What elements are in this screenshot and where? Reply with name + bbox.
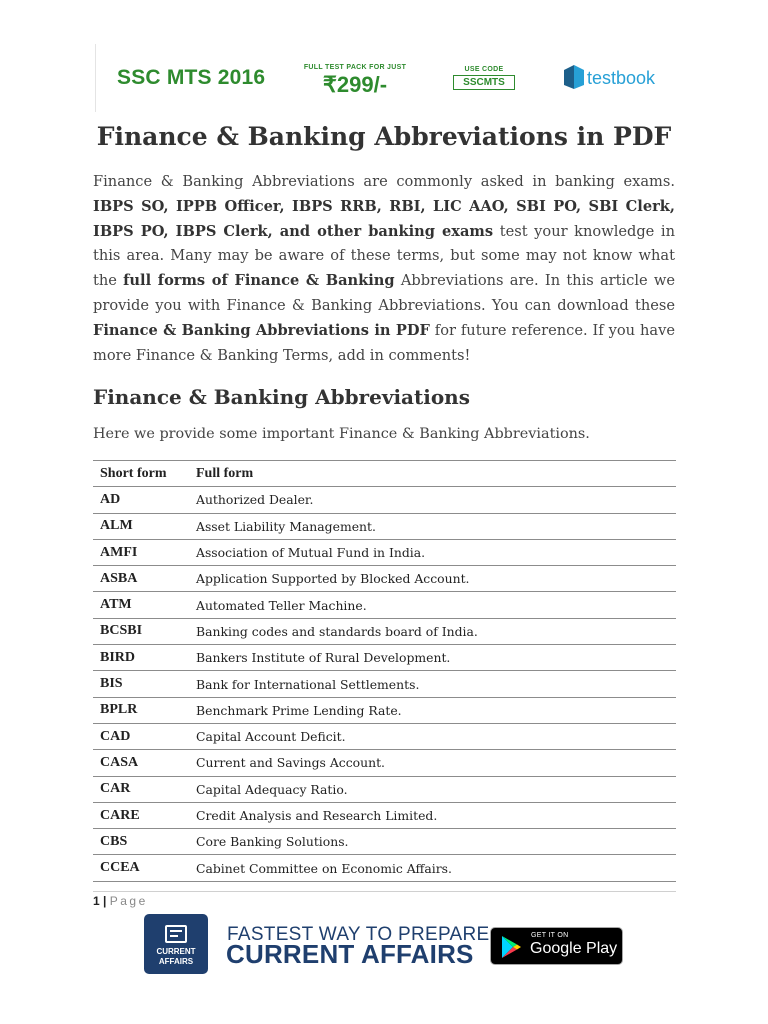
short-form-cell: ATM (93, 592, 189, 618)
banner-edge (95, 44, 96, 112)
current-affairs-app-icon (144, 914, 208, 974)
full-form-cell: Authorized Dealer. (189, 487, 676, 513)
short-form-cell: BIS (93, 671, 189, 697)
short-form-cell: CARE (93, 802, 189, 828)
full-form-cell: Capital Account Deficit. (189, 723, 676, 749)
section-heading: Finance & Banking Abbreviations (93, 385, 470, 409)
abbreviations-table (93, 460, 676, 882)
exam-name: SSC MTS 2016 (117, 66, 266, 89)
page-footer (93, 894, 148, 908)
page-number: 1 (93, 894, 100, 908)
full-form-cell: Asset Liability Management. (189, 513, 676, 539)
table-row (93, 776, 676, 802)
intro-bold-3: Finance & Banking Abbreviations in PDF (93, 321, 430, 339)
top-ad-banner[interactable] (95, 44, 678, 112)
full-form-cell: Cabinet Committee on Economic Affairs. (189, 855, 676, 881)
promo-code-label: USE CODE (464, 66, 504, 73)
table-row (93, 750, 676, 776)
google-play-icon (500, 935, 522, 959)
full-form-cell: Application Supported by Blocked Account. (189, 566, 676, 592)
bottom-ad-banner[interactable] (92, 910, 676, 978)
full-form-cell: Current and Savings Account. (189, 750, 676, 776)
banner-tagline: FASTEST WAY TO PREPARE (227, 924, 490, 945)
section-intro: Here we provide some important Finance & Banking Abbreviations. (93, 426, 590, 442)
promo-code-block (453, 66, 515, 90)
full-form-cell: Bank for International Settlements. (189, 671, 676, 697)
app-icon-line-2: AFFAIRS (158, 957, 194, 966)
intro-text-3: Abbreviations are. In this article we provide you with Finance & Banking Abbreviations. You can download these (93, 272, 676, 314)
table-row (93, 829, 676, 855)
page-separator: | (99, 894, 110, 908)
banner-headline: CURRENT AFFAIRS (226, 939, 474, 969)
short-form-cell: CAR (93, 776, 189, 802)
offer-label: FULL TEST PACK FOR JUST (303, 64, 407, 71)
table-header-row (93, 461, 676, 487)
table-row (93, 566, 676, 592)
intro-bold-1: IBPS SO, IPPB Officer, IBPS RRB, RBI, LIC AAO, SBI PO, SBI Clerk, IBPS PO, IBPS Clerk, and other banking exams (93, 197, 675, 240)
table-row (93, 513, 676, 539)
full-form-cell: Core Banking Solutions. (189, 829, 676, 855)
table-row (93, 645, 676, 671)
short-form-cell: ASBA (93, 566, 189, 592)
table-row (93, 487, 676, 513)
table-row (93, 539, 676, 565)
promo-code: SSCMTS (453, 75, 515, 90)
table-row (93, 697, 676, 723)
store-small-label: GET IT ON (531, 932, 569, 939)
short-form-cell: CBS (93, 829, 189, 855)
intro-text-4: for future reference. If you have more Finance & Banking Terms, add in comments! (93, 321, 675, 364)
brand-name: testbook (587, 68, 656, 88)
intro-text-2: test your knowledge in this area. Many may be aware of these terms, but some may not know what the (93, 222, 675, 290)
full-form-cell: Capital Adequacy Ratio. (189, 776, 676, 802)
short-form-cell: AMFI (93, 539, 189, 565)
intro-text-1: Finance & Banking Abbreviations are commonly asked in banking exams. (93, 173, 675, 190)
document-icon (165, 925, 187, 943)
short-form-cell: BCSBI (93, 618, 189, 644)
table-row (93, 802, 676, 828)
full-form-cell: Credit Analysis and Research Limited. (189, 802, 676, 828)
full-form-cell: Association of Mutual Fund in India. (189, 539, 676, 565)
full-form-cell: Banking codes and standards board of India. (189, 618, 676, 644)
testbook-logo-icon (562, 64, 586, 90)
short-form-cell: CASA (93, 750, 189, 776)
app-icon-line-1: CURRENT (156, 947, 196, 956)
table-row (93, 671, 676, 697)
footer-divider (93, 891, 676, 892)
table-row (93, 618, 676, 644)
short-form-cell: BPLR (93, 697, 189, 723)
table-row (93, 855, 676, 881)
column-header-full: Full form (189, 461, 676, 487)
short-form-cell: BIRD (93, 645, 189, 671)
full-form-cell: Benchmark Prime Lending Rate. (189, 697, 676, 723)
short-form-cell: CAD (93, 723, 189, 749)
store-name: Google Play (530, 940, 618, 957)
full-form-cell: Bankers Institute of Rural Development. (189, 645, 676, 671)
column-header-short: Short form (93, 461, 189, 487)
table-row (93, 592, 676, 618)
short-form-cell: AD (93, 487, 189, 513)
full-form-cell: Automated Teller Machine. (189, 592, 676, 618)
google-play-button[interactable] (490, 927, 623, 965)
table-body (93, 487, 676, 881)
intro-paragraph (93, 170, 675, 368)
short-form-cell: CCEA (93, 855, 189, 881)
offer-price: ₹299/- (322, 72, 388, 97)
offer-block (300, 64, 410, 98)
short-form-cell: ALM (93, 513, 189, 539)
document-title: Finance & Banking Abbreviations in PDF (96, 122, 672, 151)
intro-bold-2: full forms of Finance & Banking (123, 272, 395, 290)
page-label: Page (109, 894, 148, 908)
table-row (93, 723, 676, 749)
